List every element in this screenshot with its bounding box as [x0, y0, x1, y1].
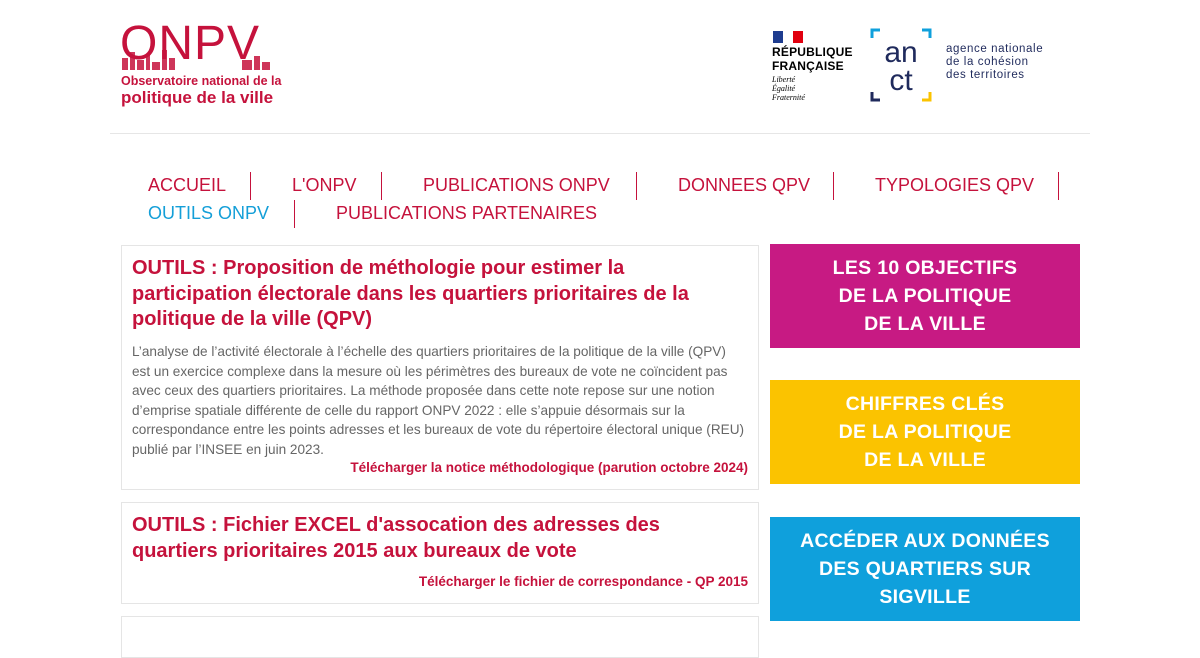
article-title-line: OUTILS : Proposition de méthologie pour estimer la	[132, 257, 625, 279]
article-title-line: quartiers prioritaires 2015 aux bureaux de vote	[132, 539, 577, 562]
nav-divider	[381, 172, 382, 200]
nav-item-publications-partenaires[interactable]: PUBLICATIONS PARTENAIRES	[336, 203, 598, 223]
nav-divider	[636, 172, 637, 200]
nav-item-outils-onpv[interactable]: OUTILS ONPV	[148, 203, 270, 223]
anct-mark-icon	[870, 28, 932, 102]
article-title[interactable]	[132, 256, 689, 333]
anct-line1: agence nationale	[946, 43, 1044, 55]
article-summary-line: est un exercice complexe dans la mesure où les périmètres des bureaux de vote ne coïncident pas	[132, 363, 728, 379]
nav-divider	[250, 172, 251, 200]
article-summary	[132, 342, 752, 459]
rf-line2: FRANÇAISE	[772, 59, 844, 73]
nav-divider	[833, 172, 834, 200]
nav-item-publications-onpv[interactable]: PUBLICATIONS ONPV	[423, 175, 610, 195]
nav-item-lonpv[interactable]: L'ONPV	[292, 175, 357, 195]
article-title-line: politique de la ville (QPV)	[132, 308, 373, 330]
anct-mark-bottom: ct	[889, 64, 913, 97]
article-title-line: participation électorale dans les quartiers prioritaires de la	[132, 282, 689, 305]
article-card	[121, 616, 759, 658]
anct-line3: des territoires	[946, 69, 1025, 81]
onpv-wordmark: ONPV	[120, 17, 261, 70]
side-box-line: DE LA POLITIQUE	[838, 285, 1012, 307]
republique-francaise-logo[interactable]	[770, 30, 860, 105]
side-box-line: DE LA POLITIQUE	[838, 421, 1012, 443]
article-summary-line: correspondance entre les points adresses et les bureaux de vote du répertoire électoral unique (REU)	[132, 422, 745, 437]
onpv-logo[interactable]	[120, 17, 282, 110]
anct-mark-top: an	[884, 36, 918, 69]
article-title-line: OUTILS : Fichier EXCEL d'assocation des adresses des	[132, 514, 660, 536]
sigville-access-button[interactable]	[770, 517, 1080, 621]
onpv-subtitle-line1: Observatoire national de la	[121, 74, 282, 88]
article-summary-line: publié par l’INSEE en juin 2023.	[132, 441, 324, 457]
side-box-line: DES QUARTIERS SUR	[818, 558, 1032, 580]
site-header	[110, 0, 1090, 134]
nav-item-typologies-qpv[interactable]: TYPOLOGIES QPV	[875, 175, 1035, 195]
side-box-line: CHIFFRES CLÉS	[845, 393, 1005, 415]
side-box-line: ACCÉDER AUX DONNÉES	[800, 530, 1050, 552]
nav-divider	[294, 200, 295, 228]
rf-motto-egalite: Égalité	[772, 84, 796, 93]
article-summary-line: L’analyse de l’activité électorale à l’échelle des quartiers prioritaires de la politique de la ville (QPV)	[132, 344, 726, 359]
anct-line2: de la cohésion	[946, 56, 1029, 68]
download-correspondance-link[interactable]: Télécharger le fichier de correspondance - QP 2015	[418, 574, 748, 589]
side-box-line: DE LA VILLE	[864, 313, 986, 335]
article-summary-line: d’emprise spatiale différente de celle du rapport ONPV 2022 : elle s’appuie désormais sur la	[132, 402, 685, 418]
anct-text	[946, 43, 1043, 82]
nav-item-accueil[interactable]: ACCUEIL	[148, 175, 227, 195]
side-box-line: DE LA VILLE	[864, 449, 986, 471]
onpv-subtitle-line2: politique de la ville	[121, 88, 274, 107]
rf-motto-liberte: Liberté	[772, 75, 796, 84]
download-notice-link[interactable]: Télécharger la notice méthodologique (parution octobre 2024)	[350, 460, 748, 475]
article-card	[121, 502, 759, 604]
anct-logo[interactable]	[870, 28, 1070, 106]
side-box-line: SIGVILLE	[879, 586, 971, 608]
rf-motto-fraternite: Fraternité	[772, 93, 805, 102]
rf-motto	[772, 75, 805, 102]
chiffres-cles-button[interactable]	[770, 380, 1080, 484]
nav-item-donnees-qpv[interactable]: DONNEES QPV	[678, 175, 811, 195]
article-card	[121, 245, 759, 490]
marianne-flag-icon	[773, 30, 803, 42]
article-title[interactable]	[132, 513, 660, 564]
article-summary-line: avec ceux des quartiers prioritaires. La méthode proposée dans cette note repose sur une notion	[132, 383, 715, 398]
objectifs-politique-ville-button[interactable]	[770, 244, 1080, 348]
nav-divider	[1058, 172, 1059, 200]
side-box-line: LES 10 OBJECTIFS	[832, 257, 1018, 279]
rf-line1: RÉPUBLIQUE	[772, 45, 853, 59]
